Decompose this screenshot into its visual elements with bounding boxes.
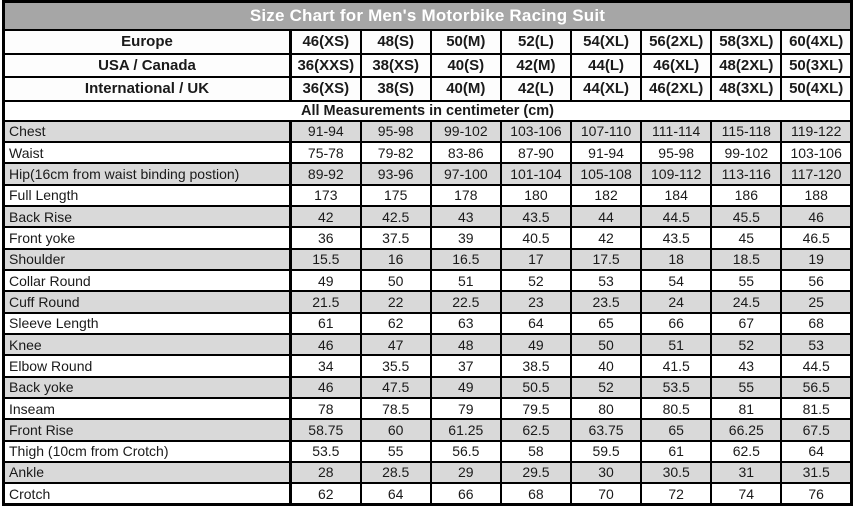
measurement-value-cell: 61.25 bbox=[431, 419, 501, 440]
chart-title: Size Chart for Men's Motorbike Racing Suit bbox=[4, 2, 852, 31]
measurement-label: Inseam bbox=[4, 398, 291, 419]
measurement-value-cell: 55 bbox=[711, 270, 781, 291]
measurement-value-cell: 81.5 bbox=[781, 398, 851, 419]
measurement-value-cell: 80.5 bbox=[641, 398, 711, 419]
measurement-value-cell: 46 bbox=[291, 334, 361, 355]
size-value-cell: 50(M) bbox=[431, 30, 501, 53]
measurement-value-cell: 52 bbox=[711, 334, 781, 355]
size-header-row bbox=[4, 30, 852, 53]
measurement-value-cell: 43 bbox=[711, 355, 781, 376]
note-row bbox=[4, 101, 852, 121]
measurement-value-cell: 83-86 bbox=[431, 142, 501, 163]
measurement-value-cell: 67 bbox=[711, 313, 781, 334]
measurement-value-cell: 24.5 bbox=[711, 291, 781, 312]
measurement-value-cell: 79.5 bbox=[501, 398, 571, 419]
measurement-label: Shoulder bbox=[4, 249, 291, 270]
size-value-cell: 42(M) bbox=[501, 54, 571, 77]
measurement-value-cell: 99-102 bbox=[711, 142, 781, 163]
table-row bbox=[4, 313, 852, 334]
measurement-value-cell: 178 bbox=[431, 185, 501, 206]
measurement-value-cell: 54 bbox=[641, 270, 711, 291]
size-value-cell: 44(L) bbox=[571, 54, 641, 77]
measurement-value-cell: 64 bbox=[781, 441, 851, 462]
measurement-value-cell: 24 bbox=[641, 291, 711, 312]
measurement-value-cell: 75-78 bbox=[291, 142, 361, 163]
measurement-value-cell: 55 bbox=[361, 441, 431, 462]
size-header-row bbox=[4, 54, 852, 77]
title-section bbox=[4, 2, 852, 31]
measurement-value-cell: 58 bbox=[501, 441, 571, 462]
measurement-value-cell: 66 bbox=[641, 313, 711, 334]
size-value-cell: 36(XXS) bbox=[291, 54, 361, 77]
measurement-value-cell: 117-120 bbox=[781, 163, 851, 184]
measurement-value-cell: 78.5 bbox=[361, 398, 431, 419]
measurement-value-cell: 30 bbox=[571, 462, 641, 483]
measurement-value-cell: 46.5 bbox=[781, 227, 851, 248]
measurement-value-cell: 58.75 bbox=[291, 419, 361, 440]
measurement-label: Elbow Round bbox=[4, 355, 291, 376]
size-value-cell: 48(2XL) bbox=[711, 54, 781, 77]
measurement-value-cell: 49 bbox=[291, 270, 361, 291]
measurement-value-cell: 70 bbox=[571, 483, 641, 504]
measurement-value-cell: 65 bbox=[641, 419, 711, 440]
measurement-value-cell: 67.5 bbox=[781, 419, 851, 440]
measurement-label: Waist bbox=[4, 142, 291, 163]
measurement-label: Hip(16cm from waist binding postion) bbox=[4, 163, 291, 184]
table-row bbox=[4, 249, 852, 270]
measurement-value-cell: 101-104 bbox=[501, 163, 571, 184]
table-row bbox=[4, 291, 852, 312]
note-section bbox=[4, 101, 852, 121]
measurement-value-cell: 99-102 bbox=[431, 121, 501, 142]
measurement-unit-note: All Measurements in centimeter (cm) bbox=[4, 101, 852, 121]
size-system-label: USA / Canada bbox=[4, 54, 291, 77]
size-value-cell: 44(XL) bbox=[571, 77, 641, 100]
measurement-value-cell: 21.5 bbox=[291, 291, 361, 312]
measurement-label: Sleeve Length bbox=[4, 313, 291, 334]
measurement-value-cell: 50 bbox=[361, 270, 431, 291]
measurement-value-cell: 42.5 bbox=[361, 206, 431, 227]
measurement-value-cell: 186 bbox=[711, 185, 781, 206]
measurement-value-cell: 56 bbox=[781, 270, 851, 291]
size-value-cell: 46(2XL) bbox=[641, 77, 711, 100]
measurement-value-cell: 60 bbox=[361, 419, 431, 440]
size-chart-table bbox=[2, 0, 853, 506]
measurement-value-cell: 43.5 bbox=[501, 206, 571, 227]
size-value-cell: 46(XS) bbox=[291, 30, 361, 53]
measurement-label: Cuff Round bbox=[4, 291, 291, 312]
measurement-value-cell: 15.5 bbox=[291, 249, 361, 270]
measurement-rows bbox=[4, 121, 852, 505]
size-value-cell: 54(XL) bbox=[571, 30, 641, 53]
measurement-value-cell: 76 bbox=[781, 483, 851, 504]
measurement-value-cell: 42 bbox=[291, 206, 361, 227]
measurement-value-cell: 53.5 bbox=[291, 441, 361, 462]
measurement-label: Back Rise bbox=[4, 206, 291, 227]
measurement-value-cell: 109-112 bbox=[641, 163, 711, 184]
measurement-label: Full Length bbox=[4, 185, 291, 206]
measurement-value-cell: 66.25 bbox=[711, 419, 781, 440]
size-value-cell: 42(L) bbox=[501, 77, 571, 100]
measurement-value-cell: 36 bbox=[291, 227, 361, 248]
size-value-cell: 52(L) bbox=[501, 30, 571, 53]
measurement-value-cell: 79 bbox=[431, 398, 501, 419]
table-row bbox=[4, 206, 852, 227]
measurement-value-cell: 47 bbox=[361, 334, 431, 355]
measurement-value-cell: 103-106 bbox=[781, 142, 851, 163]
measurement-value-cell: 52 bbox=[571, 377, 641, 398]
measurement-value-cell: 180 bbox=[501, 185, 571, 206]
measurement-value-cell: 31 bbox=[711, 462, 781, 483]
size-value-cell: 48(S) bbox=[361, 30, 431, 53]
table-row bbox=[4, 142, 852, 163]
measurement-value-cell: 19 bbox=[781, 249, 851, 270]
size-value-cell: 38(S) bbox=[361, 77, 431, 100]
measurement-value-cell: 53 bbox=[781, 334, 851, 355]
measurement-value-cell: 61 bbox=[291, 313, 361, 334]
measurement-value-cell: 184 bbox=[641, 185, 711, 206]
table-row bbox=[4, 227, 852, 248]
measurement-value-cell: 175 bbox=[361, 185, 431, 206]
measurement-value-cell: 81 bbox=[711, 398, 781, 419]
measurement-value-cell: 29.5 bbox=[501, 462, 571, 483]
measurement-value-cell: 188 bbox=[781, 185, 851, 206]
table-row bbox=[4, 377, 852, 398]
measurement-value-cell: 23 bbox=[501, 291, 571, 312]
measurement-value-cell: 65 bbox=[571, 313, 641, 334]
measurement-value-cell: 95-98 bbox=[641, 142, 711, 163]
table-row bbox=[4, 441, 852, 462]
size-value-cell: 48(3XL) bbox=[711, 77, 781, 100]
measurement-value-cell: 97-100 bbox=[431, 163, 501, 184]
measurement-label: Knee bbox=[4, 334, 291, 355]
measurement-value-cell: 37 bbox=[431, 355, 501, 376]
measurement-value-cell: 49 bbox=[501, 334, 571, 355]
measurement-value-cell: 18 bbox=[641, 249, 711, 270]
measurement-value-cell: 89-92 bbox=[291, 163, 361, 184]
measurement-value-cell: 113-116 bbox=[711, 163, 781, 184]
measurement-value-cell: 29 bbox=[431, 462, 501, 483]
table-row bbox=[4, 163, 852, 184]
measurement-value-cell: 111-114 bbox=[641, 121, 711, 142]
measurement-value-cell: 46 bbox=[291, 377, 361, 398]
measurement-label: Collar Round bbox=[4, 270, 291, 291]
measurement-value-cell: 62.5 bbox=[711, 441, 781, 462]
size-value-cell: 36(XS) bbox=[291, 77, 361, 100]
measurement-label: Front yoke bbox=[4, 227, 291, 248]
measurement-value-cell: 22.5 bbox=[431, 291, 501, 312]
measurement-value-cell: 61 bbox=[641, 441, 711, 462]
measurement-value-cell: 40 bbox=[571, 355, 641, 376]
measurement-value-cell: 173 bbox=[291, 185, 361, 206]
size-value-cell: 50(3XL) bbox=[781, 54, 851, 77]
measurement-value-cell: 93-96 bbox=[361, 163, 431, 184]
measurement-value-cell: 107-110 bbox=[571, 121, 641, 142]
measurement-value-cell: 63.75 bbox=[571, 419, 641, 440]
size-header-row bbox=[4, 77, 852, 100]
measurement-value-cell: 64 bbox=[361, 483, 431, 504]
measurement-value-cell: 25 bbox=[781, 291, 851, 312]
measurement-label: Front Rise bbox=[4, 419, 291, 440]
size-value-cell: 46(XL) bbox=[641, 54, 711, 77]
measurement-value-cell: 62 bbox=[291, 483, 361, 504]
table-row bbox=[4, 270, 852, 291]
measurement-value-cell: 59.5 bbox=[571, 441, 641, 462]
size-system-label: Europe bbox=[4, 30, 291, 53]
measurement-value-cell: 95-98 bbox=[361, 121, 431, 142]
measurement-value-cell: 47.5 bbox=[361, 377, 431, 398]
measurement-value-cell: 87-90 bbox=[501, 142, 571, 163]
measurement-value-cell: 49 bbox=[431, 377, 501, 398]
measurement-value-cell: 34 bbox=[291, 355, 361, 376]
measurement-value-cell: 16 bbox=[361, 249, 431, 270]
measurement-value-cell: 79-82 bbox=[361, 142, 431, 163]
measurement-value-cell: 51 bbox=[641, 334, 711, 355]
measurement-value-cell: 45 bbox=[711, 227, 781, 248]
measurement-value-cell: 115-118 bbox=[711, 121, 781, 142]
measurement-value-cell: 30.5 bbox=[641, 462, 711, 483]
measurement-value-cell: 72 bbox=[641, 483, 711, 504]
table-row bbox=[4, 419, 852, 440]
measurement-value-cell: 182 bbox=[571, 185, 641, 206]
measurement-value-cell: 51 bbox=[431, 270, 501, 291]
measurement-value-cell: 17 bbox=[501, 249, 571, 270]
measurement-value-cell: 52 bbox=[501, 270, 571, 291]
measurement-value-cell: 50 bbox=[571, 334, 641, 355]
measurement-label: Thigh (10cm from Crotch) bbox=[4, 441, 291, 462]
size-value-cell: 40(S) bbox=[431, 54, 501, 77]
table-row bbox=[4, 355, 852, 376]
size-value-cell: 38(XS) bbox=[361, 54, 431, 77]
measurement-value-cell: 44 bbox=[571, 206, 641, 227]
measurement-value-cell: 43 bbox=[431, 206, 501, 227]
measurement-value-cell: 48 bbox=[431, 334, 501, 355]
measurement-value-cell: 17.5 bbox=[571, 249, 641, 270]
table-row bbox=[4, 185, 852, 206]
measurement-value-cell: 55 bbox=[711, 377, 781, 398]
measurement-value-cell: 103-106 bbox=[501, 121, 571, 142]
table-row bbox=[4, 462, 852, 483]
measurement-value-cell: 40.5 bbox=[501, 227, 571, 248]
measurement-value-cell: 28 bbox=[291, 462, 361, 483]
measurement-value-cell: 44.5 bbox=[641, 206, 711, 227]
measurement-value-cell: 56.5 bbox=[431, 441, 501, 462]
measurement-value-cell: 31.5 bbox=[781, 462, 851, 483]
table-row bbox=[4, 398, 852, 419]
measurement-value-cell: 37.5 bbox=[361, 227, 431, 248]
measurement-value-cell: 39 bbox=[431, 227, 501, 248]
size-value-cell: 40(M) bbox=[431, 77, 501, 100]
measurement-value-cell: 63 bbox=[431, 313, 501, 334]
measurement-value-cell: 28.5 bbox=[361, 462, 431, 483]
measurement-value-cell: 42 bbox=[571, 227, 641, 248]
measurement-value-cell: 53 bbox=[571, 270, 641, 291]
measurement-value-cell: 66 bbox=[431, 483, 501, 504]
measurement-value-cell: 68 bbox=[781, 313, 851, 334]
table-row bbox=[4, 121, 852, 142]
measurement-value-cell: 119-122 bbox=[781, 121, 851, 142]
measurement-value-cell: 43.5 bbox=[641, 227, 711, 248]
measurement-value-cell: 22 bbox=[361, 291, 431, 312]
table-row bbox=[4, 334, 852, 355]
measurement-value-cell: 16.5 bbox=[431, 249, 501, 270]
size-value-cell: 58(3XL) bbox=[711, 30, 781, 53]
table-row bbox=[4, 483, 852, 504]
measurement-value-cell: 62 bbox=[361, 313, 431, 334]
size-value-cell: 60(4XL) bbox=[781, 30, 851, 53]
size-system-label: International / UK bbox=[4, 77, 291, 100]
measurement-value-cell: 50.5 bbox=[501, 377, 571, 398]
measurement-value-cell: 46 bbox=[781, 206, 851, 227]
measurement-value-cell: 23.5 bbox=[571, 291, 641, 312]
measurement-value-cell: 74 bbox=[711, 483, 781, 504]
measurement-value-cell: 53.5 bbox=[641, 377, 711, 398]
measurement-label: Back yoke bbox=[4, 377, 291, 398]
measurement-value-cell: 91-94 bbox=[291, 121, 361, 142]
title-row bbox=[4, 2, 852, 31]
size-header-rows bbox=[4, 30, 852, 100]
measurement-value-cell: 41.5 bbox=[641, 355, 711, 376]
measurement-value-cell: 44.5 bbox=[781, 355, 851, 376]
size-value-cell: 56(2XL) bbox=[641, 30, 711, 53]
measurement-value-cell: 80 bbox=[571, 398, 641, 419]
measurement-value-cell: 105-108 bbox=[571, 163, 641, 184]
measurement-label: Ankle bbox=[4, 462, 291, 483]
measurement-label: Crotch bbox=[4, 483, 291, 504]
measurement-value-cell: 64 bbox=[501, 313, 571, 334]
measurement-value-cell: 62.5 bbox=[501, 419, 571, 440]
measurement-value-cell: 68 bbox=[501, 483, 571, 504]
size-value-cell: 50(4XL) bbox=[781, 77, 851, 100]
measurement-value-cell: 38.5 bbox=[501, 355, 571, 376]
measurement-value-cell: 56.5 bbox=[781, 377, 851, 398]
measurement-value-cell: 18.5 bbox=[711, 249, 781, 270]
measurement-value-cell: 45.5 bbox=[711, 206, 781, 227]
measurement-value-cell: 91-94 bbox=[571, 142, 641, 163]
measurement-value-cell: 35.5 bbox=[361, 355, 431, 376]
measurement-value-cell: 78 bbox=[291, 398, 361, 419]
measurement-label: Chest bbox=[4, 121, 291, 142]
